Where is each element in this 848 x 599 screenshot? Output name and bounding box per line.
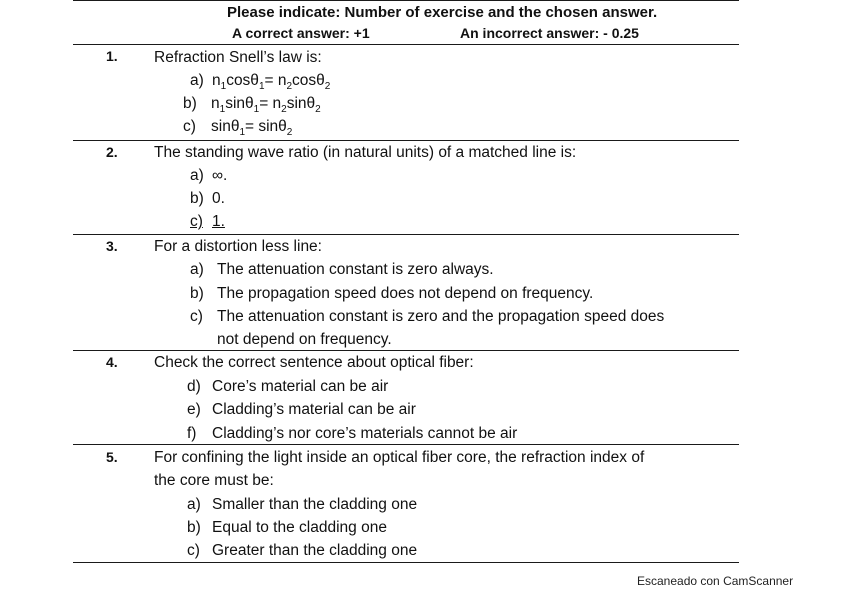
rule-q5 — [73, 562, 739, 563]
question-text-continued: the core must be: — [154, 472, 274, 489]
answer-option: f) Cladding’s nor core’s materials cannot be air — [187, 425, 518, 442]
answer-option: b) The propagation speed does not depend on frequency. — [190, 285, 594, 302]
answer-option: c) sinθ$_1$= sinθ$_2$ — [183, 118, 293, 139]
question-text: Refraction Snell’s law is: — [154, 49, 322, 66]
answer-option: c) The attenuation constant is zero and the propagation speed does — [190, 308, 665, 325]
answer-option: a) Smaller than the cladding one — [187, 496, 418, 513]
answer-option: a) $n_1\cos\theta_1= n_2\cos\theta_2$ — [190, 72, 331, 93]
rule-q1 — [73, 140, 739, 141]
rule-top — [73, 0, 739, 1]
question-text: For confining the light inside an optical fiber core, the refraction index of — [154, 449, 645, 466]
answer-option: c) Greater than the cladding one — [187, 542, 418, 559]
answer-option: b) $n_1\sin\theta_1= n_2\sin\theta_2$ — [183, 95, 321, 116]
answer-option: c) 1. — [190, 213, 225, 230]
rule-header — [73, 44, 739, 45]
answer-option: b) Equal to the cladding one — [187, 519, 387, 536]
question-number: 3. — [106, 238, 118, 254]
question-text: Check the correct sentence about optical fiber: — [154, 354, 474, 371]
question-number: 5. — [106, 449, 118, 465]
answer-option: d) Core’s material can be air — [187, 378, 389, 395]
answer-option: b) 0. — [190, 190, 225, 207]
scanner-watermark: Escaneado con CamScanner — [637, 574, 794, 588]
rule-q3 — [73, 350, 739, 351]
question-text: The standing wave ratio (in natural units) of a matched line is: — [154, 144, 577, 161]
question-number: 4. — [106, 354, 118, 370]
incorrect-score-label: An incorrect answer: - 0.25 — [460, 25, 639, 41]
answer-option-continued: not depend on frequency. — [217, 331, 392, 348]
answer-option: e) Cladding’s material can be air — [187, 401, 416, 418]
question-number: 1. — [106, 48, 118, 64]
question-text: For a distortion less line: — [154, 238, 322, 255]
instruction-text: Please indicate: Number of exercise and the chosen answer. — [227, 4, 658, 21]
answer-option: a) ∞. — [190, 167, 228, 184]
answer-option: a) The attenuation constant is zero always. — [190, 261, 494, 278]
rule-q4 — [73, 444, 739, 445]
correct-score-label: A correct answer: +1 — [232, 25, 370, 41]
rule-q2 — [73, 234, 739, 235]
question-number: 2. — [106, 144, 118, 160]
